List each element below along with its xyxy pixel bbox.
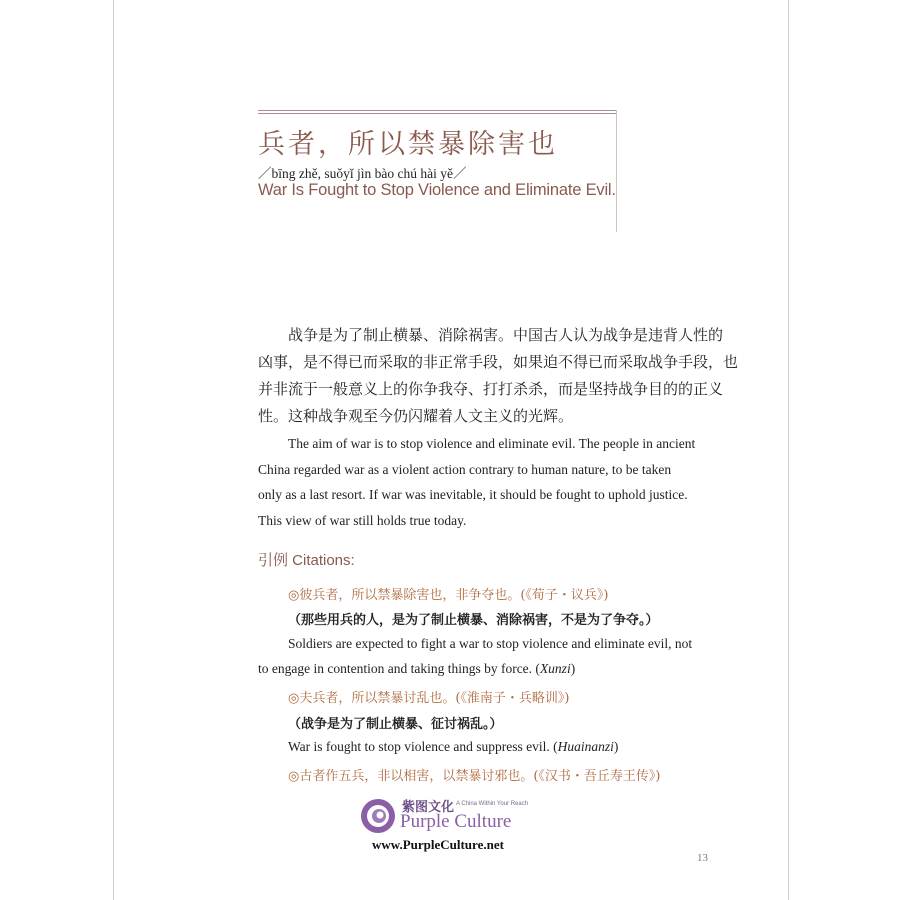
body-en-line: China regarded war as a violent action contrary to human nature, to be taken [258, 461, 672, 477]
body-en-line: This view of war still holds true today. [258, 512, 467, 528]
page-title-pinyin: ／bīng zhě, suǒyǐ jìn bào chú hài yě／ [258, 166, 467, 181]
citation-original-text: ◎古者作五兵，非以相害，以禁暴讨邪也。(《汉书・吾丘寿王传》) [288, 769, 661, 784]
body-chinese-paragraph [258, 322, 739, 430]
page-title-english: War Is Fought to Stop Violence and Eliminate Evil. [258, 181, 616, 199]
body-zh-line: 战争是为了制止横暴、消除祸害。中国古人认为战争是违背人性的 [288, 326, 724, 344]
body-en-line: only as a last resort. If war was inevitable, it should be fought to uphold justice. [258, 487, 688, 502]
watermark-url: www.PurpleCulture.net [372, 837, 504, 852]
body-en-line: The aim of war is to stop violence and eliminate evil. The people in ancient [288, 436, 696, 451]
page-number: 13 [697, 852, 708, 864]
body-english-paragraph [258, 431, 718, 533]
citation-original-text: ◎彼兵者，所以禁暴除害也，非争夺也。(《荀子・议兵》) [288, 588, 609, 603]
citation-original-text: ◎夫兵者，所以禁暴讨乱也。(《淮南子・兵略训》) [288, 691, 570, 706]
body-zh-line: 凶事，是不得已而采取的非正常手段，如果迫不得已而采取战争手段，也 [258, 353, 739, 371]
purple-spiral-logo-icon [360, 798, 396, 834]
citation-english-text: to engage in contention and taking things by force. ( [258, 661, 540, 676]
citation-english-end: ) [613, 739, 619, 754]
citation-english-line [258, 661, 575, 677]
citation-source: Huainanzi [557, 739, 614, 754]
watermark-tagline: A China Within Your Reach [456, 801, 529, 807]
purple-culture-watermark [360, 795, 540, 857]
title-side-rule [616, 110, 617, 232]
citation-english-line [288, 739, 618, 755]
watermark-chinese-name: 紫图文化 [402, 800, 455, 815]
page-title-chinese: 兵者，所以禁暴除害也 [258, 129, 558, 160]
citation-source: Xunzi [539, 661, 571, 676]
citation-english-end: ) [570, 661, 576, 676]
citation-modern-translation: （战争是为了制止横暴、征讨祸乱。） [288, 717, 503, 732]
citation-english-line: Soldiers are expected to fight a war to stop violence and eliminate evil, not [288, 636, 693, 651]
citations-heading: 引例 Citations: [258, 552, 355, 569]
body-zh-line: 并非流于一般意义上的你争我夺、打打杀杀，而是坚持战争目的的正义 [258, 380, 724, 398]
citation-modern-translation: （那些用兵的人，是为了制止横暴、消除祸害，不是为了争夺。） [288, 613, 659, 628]
title-rule-top [258, 110, 616, 111]
watermark-brand-name: Purple Culture [400, 811, 512, 832]
body-zh-line: 性。这种战争观至今仍闪耀着人文主义的光辉。 [258, 407, 574, 425]
citation-english-text: War is fought to stop violence and suppress evil. ( [288, 739, 558, 754]
title-rule-bottom [258, 113, 616, 114]
